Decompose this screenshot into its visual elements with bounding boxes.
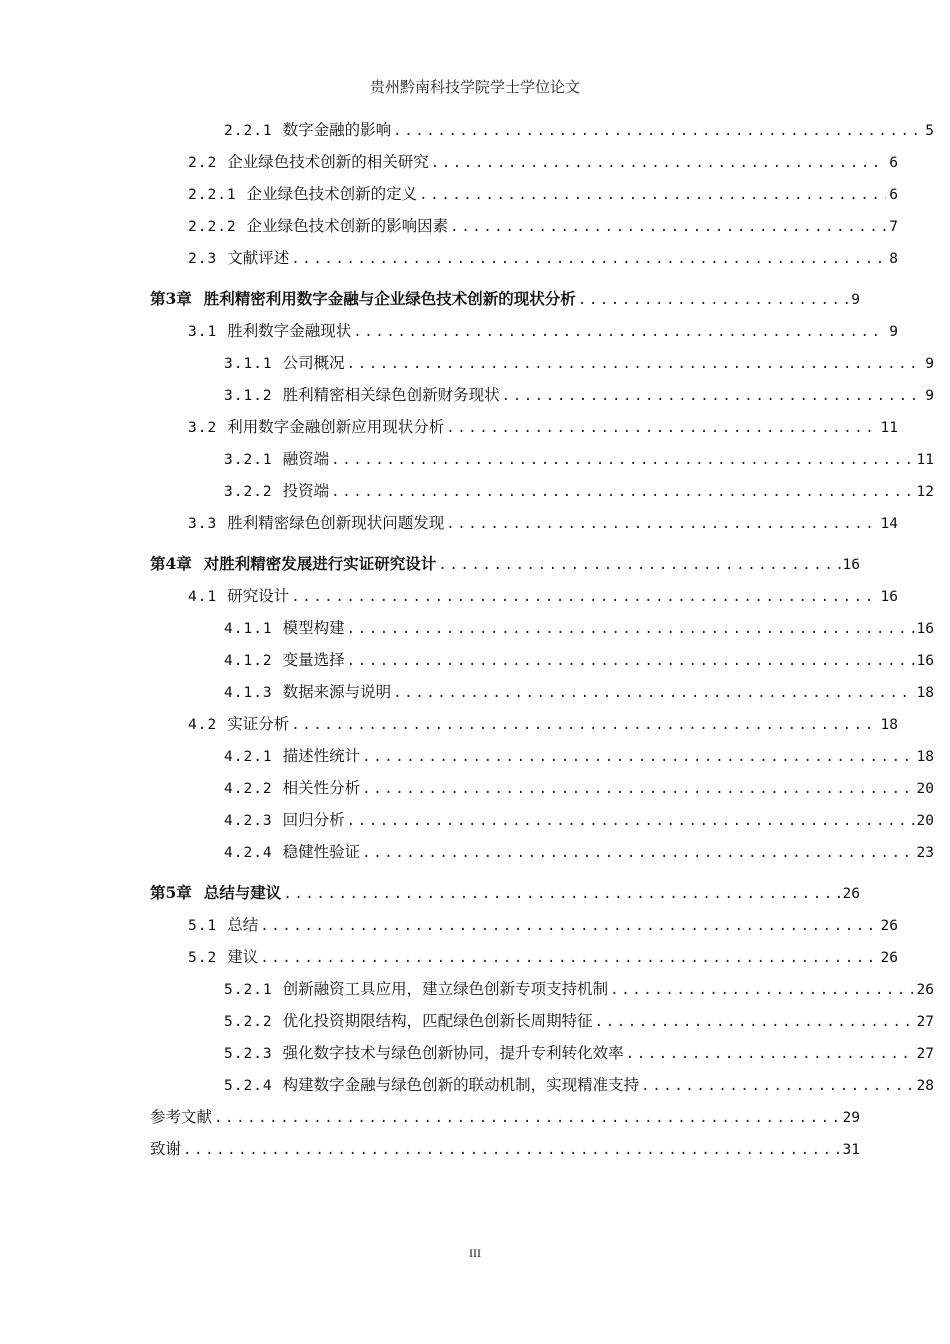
- toc-entry-number: 4.2: [188, 717, 218, 733]
- toc-entry-number: 5.2.1: [224, 982, 273, 998]
- toc-entry-page: 12: [916, 484, 934, 500]
- toc-entry[interactable]: [150, 615, 934, 641]
- toc-entry-number: 4.2.1: [224, 749, 273, 765]
- toc-entry-page: 27: [916, 1014, 934, 1030]
- toc-entry-title: 强化数字技术与绿色创新协同，提升专利转化效率: [282, 1044, 624, 1062]
- toc-entry-page: 23: [916, 845, 934, 861]
- toc-entry-title: 参考文献: [150, 1108, 213, 1126]
- toc-entry-page: 9: [851, 292, 860, 308]
- toc-entry-number: 4.1: [188, 589, 218, 605]
- toc-entry-title: 企业绿色技术创新的相关研究: [227, 153, 429, 171]
- toc-entry-title: 胜利精密绿色创新现状问题发现: [227, 514, 445, 532]
- toc-entry[interactable]: [150, 839, 934, 865]
- toc-dot-leader: [362, 744, 914, 770]
- toc-entry-page: 9: [889, 324, 898, 340]
- toc-entry-page: 9: [925, 388, 934, 404]
- toc-entry-number: 3.2.1: [224, 452, 273, 468]
- toc-entry[interactable]: [150, 350, 934, 376]
- toc-dot-leader: [291, 584, 878, 610]
- toc-entry-title: 企业绿色技术创新的定义: [246, 185, 418, 203]
- toc-entry[interactable]: [150, 807, 934, 833]
- toc-dot-leader: [362, 776, 914, 802]
- toc-entry-title: 文献评述: [227, 249, 290, 267]
- toc-entry-number: 2.3: [188, 251, 218, 267]
- toc-entry-page: 9: [925, 356, 934, 372]
- toc-entry[interactable]: [150, 647, 934, 673]
- toc-entry-number: 4.1.3: [224, 685, 273, 701]
- toc-entry-page: 27: [916, 1046, 934, 1062]
- toc-dot-leader: [641, 1073, 914, 1099]
- toc-dot-leader: [331, 447, 914, 473]
- toc-entry[interactable]: [150, 382, 934, 408]
- toc-entry[interactable]: [150, 414, 898, 440]
- toc-entry-number: 4.1.1: [224, 621, 273, 637]
- toc-dot-leader: [260, 913, 878, 939]
- toc-entry[interactable]: [150, 478, 934, 504]
- toc-entry-number: 3.1: [188, 324, 218, 340]
- toc-dot-leader: [393, 118, 922, 144]
- toc-entry-page: 26: [880, 950, 898, 966]
- toc-entry-title: 实证分析: [227, 715, 290, 733]
- page-header-title: 贵州黔南科技学院学士学位论文: [369, 78, 580, 96]
- toc-entry-title: 投资端: [282, 482, 330, 500]
- toc-entry[interactable]: [150, 318, 898, 344]
- toc-entry-page: 29: [842, 1110, 860, 1126]
- toc-entry-page: 8: [889, 251, 898, 267]
- toc-dot-leader: [362, 840, 914, 866]
- toc-entry-number: 2.2.1: [188, 187, 237, 203]
- toc-entry-title: 变量选择: [282, 651, 345, 669]
- toc-entry-references[interactable]: [150, 1104, 860, 1130]
- toc-entry-number: 4.2.4: [224, 845, 273, 861]
- toc-entry-number: 2.2.1: [224, 123, 273, 139]
- toc-entry-number: 4.2.2: [224, 781, 273, 797]
- toc-dot-leader: [353, 319, 886, 345]
- toc-entry-number: 3.1.2: [224, 388, 273, 404]
- toc-dot-leader: [431, 150, 886, 176]
- toc-entry-page: 18: [916, 749, 934, 765]
- toc-entry-page: 11: [880, 420, 898, 436]
- toc-dot-leader: [502, 383, 922, 409]
- toc-entry[interactable]: [150, 1072, 934, 1098]
- toc-entry-acknowledgements[interactable]: [150, 1136, 860, 1162]
- toc-entry-number: 4.2.3: [224, 813, 273, 829]
- toc-entry-page: 6: [889, 187, 898, 203]
- toc-dot-leader: [347, 808, 915, 834]
- toc-chapter-entry[interactable]: [150, 286, 860, 312]
- toc-dot-leader: [347, 351, 922, 377]
- toc-entry-title: 数字金融的影响: [282, 121, 392, 139]
- toc-dot-leader: [283, 881, 840, 907]
- toc-entry-title: 胜利精密相关绿色创新财务现状: [282, 386, 500, 404]
- toc-entry-title: 模型构建: [282, 619, 345, 637]
- toc-dot-leader: [183, 1137, 841, 1163]
- toc-dot-leader: [446, 511, 878, 537]
- toc-entry-title: 企业绿色技术创新的影响因素: [246, 217, 449, 235]
- toc-chapter-entry[interactable]: [150, 880, 860, 906]
- toc-chapter-number: 第3章: [150, 289, 192, 308]
- toc-entry[interactable]: [150, 944, 898, 970]
- toc-entry-title: 相关性分析: [282, 779, 361, 797]
- toc-entry-number: 2.2: [188, 155, 218, 171]
- toc-dot-leader: [214, 1105, 841, 1131]
- toc-entry-number: 5.2.4: [224, 1078, 273, 1094]
- toc-entry-page: 5: [925, 123, 934, 139]
- toc-dot-leader: [578, 287, 848, 313]
- toc-entry-number: 3.3: [188, 516, 218, 532]
- toc-dot-leader: [347, 648, 915, 674]
- toc-entry-title: 回归分析: [282, 811, 345, 829]
- toc-entry[interactable]: [150, 181, 898, 207]
- toc-entry-number: 4.1.2: [224, 653, 273, 669]
- toc-entry[interactable]: [150, 679, 934, 705]
- toc-entry-title: 描述性统计: [282, 747, 361, 765]
- toc-entry[interactable]: [150, 711, 898, 737]
- toc-entry[interactable]: [150, 912, 898, 938]
- toc-dot-leader: [610, 977, 914, 1003]
- toc-entry-page: 7: [889, 219, 898, 235]
- toc-entry-page: 16: [916, 653, 934, 669]
- toc-entry-page: 26: [880, 918, 898, 934]
- toc-entry-page: 16: [916, 621, 934, 637]
- toc-dot-leader: [291, 712, 878, 738]
- toc-entry-page: 18: [916, 685, 934, 701]
- toc-entry[interactable]: [150, 775, 934, 801]
- toc-entry-number: 3.2: [188, 420, 218, 436]
- toc-dot-leader: [595, 1009, 915, 1035]
- toc-entry-page: 20: [916, 781, 934, 797]
- toc-entry-number: 2.2.2: [188, 219, 237, 235]
- toc-chapter-number: 第5章: [150, 883, 192, 902]
- toc-entry-page: 11: [916, 452, 934, 468]
- toc-entry[interactable]: [150, 510, 898, 536]
- toc-dot-leader: [260, 945, 878, 971]
- page-number: III: [469, 1246, 481, 1260]
- toc-entry-page: 28: [916, 1078, 934, 1094]
- toc-chapter-title: 对胜利精密发展进行实证研究设计: [203, 554, 437, 573]
- toc-entry-title: 利用数字金融创新应用现状分析: [227, 418, 445, 436]
- toc-chapter-entry[interactable]: [150, 551, 860, 577]
- toc-entry-number: 5.2: [188, 950, 218, 966]
- toc-entry-title: 优化投资期限结构，匹配绿色创新长周期特征: [282, 1012, 593, 1030]
- toc-entry-page: 31: [842, 1142, 860, 1158]
- toc-entry-page: 14: [880, 516, 898, 532]
- toc-dot-leader: [291, 246, 886, 272]
- toc-entry[interactable]: [150, 149, 898, 175]
- toc-entry-title: 创新融资工具应用，建立绿色创新专项支持机制: [282, 980, 609, 998]
- toc-entry-page: 20: [916, 813, 934, 829]
- toc-entry-page: 6: [889, 155, 898, 171]
- toc-entry-title: 胜利数字金融现状: [227, 322, 352, 340]
- toc-entry-title: 稳健性验证: [282, 843, 361, 861]
- toc-entry-title: 研究设计: [227, 587, 290, 605]
- toc-entry-title: 融资端: [282, 450, 330, 468]
- toc-entry[interactable]: [150, 976, 934, 1002]
- toc-entry-number: 5.2.3: [224, 1046, 273, 1062]
- toc-entry-title: 构建数字金融与绿色创新的联动机制，实现精准支持: [282, 1076, 640, 1094]
- toc-dot-leader: [438, 552, 840, 578]
- toc-entry[interactable]: [150, 1040, 934, 1066]
- toc-entry[interactable]: [150, 583, 898, 609]
- toc-entry-title: 数据来源与说明: [282, 683, 392, 701]
- toc-entry[interactable]: [150, 245, 898, 271]
- toc-dot-leader: [393, 680, 914, 706]
- toc-entry-number: 5.2.2: [224, 1014, 273, 1030]
- toc-entry-number: 5.1: [188, 918, 218, 934]
- toc-dot-leader: [331, 479, 914, 505]
- toc-entry-page: 16: [842, 557, 860, 573]
- toc-entry[interactable]: [150, 446, 934, 472]
- toc-entry-page: 16: [880, 589, 898, 605]
- toc-entry-title: 建议: [227, 948, 259, 966]
- toc-entry-title: 公司概况: [282, 354, 345, 372]
- toc-chapter-title: 总结与建议: [203, 883, 282, 902]
- toc-entry[interactable]: [150, 213, 898, 239]
- toc-entry-page: 18: [880, 717, 898, 733]
- toc-entry[interactable]: [150, 1008, 934, 1034]
- toc-chapter-title: 胜利精密利用数字金融与企业绿色技术创新的现状分析: [203, 289, 576, 308]
- toc-entry-title: 致谢: [150, 1140, 182, 1158]
- toc-dot-leader: [626, 1041, 915, 1067]
- toc-entry-page: 26: [916, 982, 934, 998]
- toc-dot-leader: [450, 214, 886, 240]
- toc-dot-leader: [419, 182, 886, 208]
- toc-entry-number: 3.1.1: [224, 356, 273, 372]
- toc-entry[interactable]: [150, 743, 934, 769]
- toc-entry-title: 总结: [227, 916, 259, 934]
- toc-chapter-number: 第4章: [150, 554, 192, 573]
- toc-entry-page: 26: [842, 886, 860, 902]
- toc-dot-leader: [347, 616, 915, 642]
- toc-entry-number: 3.2.2: [224, 484, 273, 500]
- toc-dot-leader: [446, 415, 878, 441]
- toc-entry[interactable]: [150, 117, 934, 143]
